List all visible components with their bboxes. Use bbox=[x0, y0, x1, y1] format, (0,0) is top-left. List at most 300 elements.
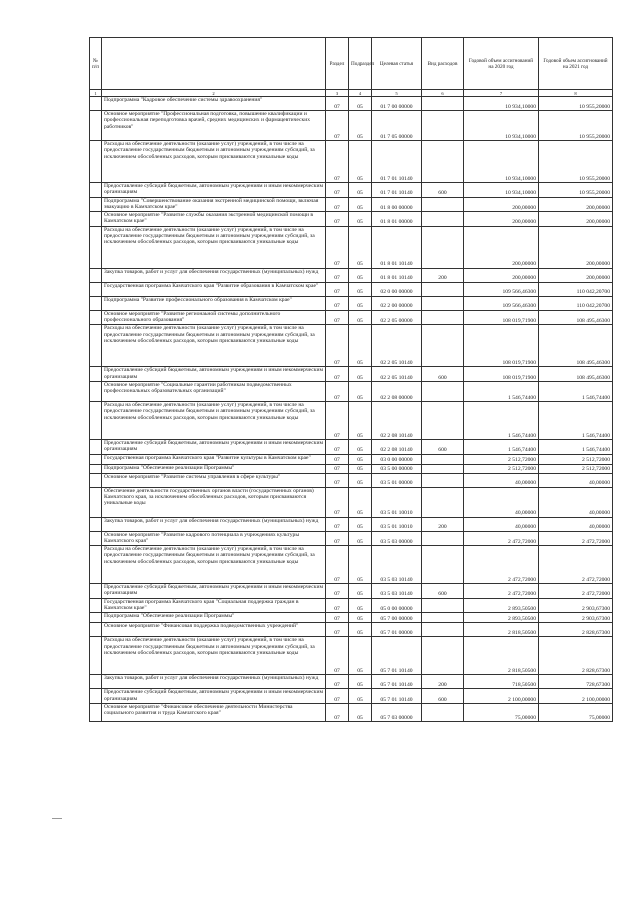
row-name-cell: Основное мероприятие "Финансовая поддержка подведомственных учреждений" bbox=[102, 623, 326, 637]
row-number-cell bbox=[90, 675, 102, 689]
row-article-cell: 01 7 01 10140 bbox=[372, 141, 422, 183]
row-podrazdel-cell: 05 bbox=[349, 212, 372, 227]
row-2021-cell: 200,00000 bbox=[539, 268, 613, 282]
row-razdel-cell: 07 bbox=[326, 381, 349, 401]
row-2021-cell: 1 546,74400 bbox=[539, 401, 613, 439]
row-2020-cell: 718,50500 bbox=[464, 675, 539, 689]
row-2021-cell: 108 495,46300 bbox=[539, 310, 613, 325]
row-name-cell: Предоставление субсидий бюджетным, автономным учреждениям и иным некоммерческим организациям bbox=[102, 689, 326, 704]
row-vid-cell: 600 bbox=[422, 584, 464, 599]
row-name-cell: Закупка товаров, работ и услуг для обеспечения государственных (муниципальных) нужд bbox=[102, 517, 326, 531]
row-article-cell: 01 8 00 00000 bbox=[372, 197, 422, 212]
row-razdel-cell: 07 bbox=[326, 325, 349, 367]
index-cell: 3 bbox=[326, 90, 349, 97]
row-podrazdel-cell: 05 bbox=[349, 517, 372, 531]
table-row bbox=[90, 439, 613, 454]
table-row bbox=[90, 367, 613, 382]
row-podrazdel-cell: 05 bbox=[349, 197, 372, 212]
row-article-cell: 01 8 01 10140 bbox=[372, 268, 422, 282]
index-row bbox=[90, 90, 613, 97]
row-vid-cell bbox=[422, 212, 464, 227]
row-2021-cell: 40,00000 bbox=[539, 473, 613, 487]
row-number-cell bbox=[90, 546, 102, 584]
row-name-cell: Подпрограмма "Обеспечение реализации Программы" bbox=[102, 464, 326, 473]
row-name-cell: Основное мероприятие "Социальные гарантии работникам подведомственных профессиональных образовательных организаций" bbox=[102, 381, 326, 401]
row-name-cell: Расходы на обеспечение деятельности (оказание услуг) учреждений, в том числе на предоставление государственным бюджетным и автономным учреждениям субсидий, за исключением обособленных расходов, которым присваиваются уникальные коды bbox=[102, 637, 326, 675]
row-article-cell: 01 7 00 00000 bbox=[372, 97, 422, 111]
row-name-cell: Государственная программа Камчатского края "Развитие образования в Камчатском крае" bbox=[102, 282, 326, 296]
row-number-cell bbox=[90, 487, 102, 517]
row-podrazdel-cell: 05 bbox=[349, 226, 372, 268]
row-podrazdel-cell: 05 bbox=[349, 487, 372, 517]
row-2020-cell: 2 472,72000 bbox=[464, 546, 539, 584]
table-row bbox=[90, 487, 613, 517]
row-article-cell: 05 7 01 10140 bbox=[372, 675, 422, 689]
index-cell: 4 bbox=[349, 90, 372, 97]
row-vid-cell: 600 bbox=[422, 439, 464, 454]
row-article-cell: 02 2 05 10140 bbox=[372, 325, 422, 367]
row-2020-cell: 2 893,50500 bbox=[464, 613, 539, 623]
row-vid-cell bbox=[422, 197, 464, 212]
table-row bbox=[90, 282, 613, 296]
row-name-cell: Основное мероприятие "Профессиональная подготовка, повышение квалификации и профессиональная переподготовка врачей, средних медицинских и фармацевтических работников" bbox=[102, 111, 326, 141]
row-number-cell bbox=[90, 689, 102, 704]
row-2020-cell: 2 893,50500 bbox=[464, 598, 539, 613]
row-podrazdel-cell: 05 bbox=[349, 367, 372, 382]
row-number-cell bbox=[90, 623, 102, 637]
row-article-cell: 01 7 01 10140 bbox=[372, 183, 422, 198]
row-article-cell: 02 2 08 10140 bbox=[372, 401, 422, 439]
row-2020-cell: 10 934,10000 bbox=[464, 183, 539, 198]
index-cell: 7 bbox=[464, 90, 539, 97]
row-razdel-cell: 07 bbox=[326, 473, 349, 487]
row-razdel-cell: 07 bbox=[326, 487, 349, 517]
table-row bbox=[90, 197, 613, 212]
row-article-cell: 05 7 01 10140 bbox=[372, 689, 422, 704]
table-row bbox=[90, 97, 613, 111]
row-number-cell bbox=[90, 703, 102, 721]
row-number-cell bbox=[90, 141, 102, 183]
header-number: № п/п bbox=[90, 38, 102, 90]
row-razdel-cell: 07 bbox=[326, 703, 349, 721]
table-row bbox=[90, 141, 613, 183]
row-razdel-cell: 07 bbox=[326, 464, 349, 473]
row-article-cell: 02 0 00 00000 bbox=[372, 282, 422, 296]
row-vid-cell: 600 bbox=[422, 183, 464, 198]
row-article-cell: 02 2 08 00000 bbox=[372, 381, 422, 401]
row-article-cell: 02 2 05 10140 bbox=[372, 367, 422, 382]
row-razdel-cell: 07 bbox=[326, 197, 349, 212]
row-number-cell bbox=[90, 613, 102, 623]
row-2020-cell: 1 546,74400 bbox=[464, 439, 539, 454]
table-row bbox=[90, 517, 613, 531]
row-vid-cell: 200 bbox=[422, 675, 464, 689]
row-article-cell: 02 2 00 00000 bbox=[372, 296, 422, 310]
table-row bbox=[90, 675, 613, 689]
header-vid: Вид расходов bbox=[422, 38, 464, 90]
row-vid-cell bbox=[422, 310, 464, 325]
row-name-cell: Государственная программа Камчатского края "Развитие культуры в Камчатском крае" bbox=[102, 454, 326, 464]
row-podrazdel-cell: 05 bbox=[349, 381, 372, 401]
row-2021-cell: 200,00000 bbox=[539, 226, 613, 268]
row-2021-cell: 2 472,72000 bbox=[539, 531, 613, 546]
row-article-cell: 05 7 01 10140 bbox=[372, 637, 422, 675]
row-2021-cell: 2 903,67300 bbox=[539, 613, 613, 623]
row-2020-cell: 10 934,10000 bbox=[464, 111, 539, 141]
row-number-cell bbox=[90, 598, 102, 613]
table-row bbox=[90, 183, 613, 198]
row-vid-cell bbox=[422, 546, 464, 584]
row-article-cell: 03 5 01 10010 bbox=[372, 487, 422, 517]
row-razdel-cell: 07 bbox=[326, 310, 349, 325]
row-2020-cell: 2 512,72000 bbox=[464, 464, 539, 473]
row-2021-cell: 2 472,72000 bbox=[539, 546, 613, 584]
row-razdel-cell: 07 bbox=[326, 454, 349, 464]
row-article-cell: 05 7 03 00000 bbox=[372, 703, 422, 721]
table-row bbox=[90, 212, 613, 227]
table-row bbox=[90, 268, 613, 282]
table-row bbox=[90, 584, 613, 599]
row-number-cell bbox=[90, 325, 102, 367]
table-row bbox=[90, 531, 613, 546]
row-2021-cell: 40,00000 bbox=[539, 517, 613, 531]
row-2020-cell: 108 019,71900 bbox=[464, 367, 539, 382]
row-article-cell: 03 5 03 10140 bbox=[372, 546, 422, 584]
row-name-cell: Расходы на обеспечение деятельности (оказание услуг) учреждений, в том числе на предоставление государственным бюджетным и автономным учреждениям субсидий, за исключением обособленных расходов, которым присваиваются уникальные коды bbox=[102, 226, 326, 268]
row-article-cell: 05 7 00 00000 bbox=[372, 613, 422, 623]
row-number-cell bbox=[90, 226, 102, 268]
budget-table bbox=[89, 37, 613, 722]
header-row bbox=[90, 38, 613, 90]
row-2020-cell: 2 818,50500 bbox=[464, 637, 539, 675]
row-article-cell: 03 5 03 00000 bbox=[372, 531, 422, 546]
table-row bbox=[90, 689, 613, 704]
row-podrazdel-cell: 05 bbox=[349, 675, 372, 689]
row-podrazdel-cell: 05 bbox=[349, 598, 372, 613]
margin-mark bbox=[52, 818, 62, 819]
row-2020-cell: 10 934,10000 bbox=[464, 97, 539, 111]
row-vid-cell bbox=[422, 97, 464, 111]
row-article-cell: 02 2 08 10140 bbox=[372, 439, 422, 454]
row-razdel-cell: 07 bbox=[326, 584, 349, 599]
row-number-cell bbox=[90, 473, 102, 487]
row-vid-cell bbox=[422, 141, 464, 183]
row-2021-cell: 200,00000 bbox=[539, 212, 613, 227]
row-vid-cell bbox=[422, 401, 464, 439]
row-vid-cell: 600 bbox=[422, 689, 464, 704]
row-vid-cell bbox=[422, 381, 464, 401]
row-vid-cell bbox=[422, 637, 464, 675]
row-number-cell bbox=[90, 282, 102, 296]
row-number-cell bbox=[90, 439, 102, 454]
row-name-cell: Основное мероприятие "Развитие службы оказания экстренной медицинской помощи в Камчатском крае" bbox=[102, 212, 326, 227]
budget-table-sheet bbox=[89, 37, 612, 722]
row-razdel-cell: 07 bbox=[326, 282, 349, 296]
row-2020-cell: 2 100,00000 bbox=[464, 689, 539, 704]
row-number-cell bbox=[90, 111, 102, 141]
row-2020-cell: 109 566,46300 bbox=[464, 282, 539, 296]
table-row bbox=[90, 226, 613, 268]
row-2021-cell: 2 512,72000 bbox=[539, 464, 613, 473]
index-cell: 8 bbox=[539, 90, 613, 97]
row-razdel-cell: 07 bbox=[326, 439, 349, 454]
row-vid-cell: 200 bbox=[422, 517, 464, 531]
row-name-cell: Основное мероприятие "Финансовое обеспечение деятельности Министерства социального развития и труда Камчатского края" bbox=[102, 703, 326, 721]
row-2021-cell: 2 512,72000 bbox=[539, 454, 613, 464]
row-podrazdel-cell: 05 bbox=[349, 623, 372, 637]
row-2020-cell: 200,00000 bbox=[464, 226, 539, 268]
row-2021-cell: 2 828,67300 bbox=[539, 637, 613, 675]
row-razdel-cell: 07 bbox=[326, 401, 349, 439]
row-razdel-cell: 07 bbox=[326, 613, 349, 623]
row-article-cell: 03 5 01 10010 bbox=[372, 517, 422, 531]
row-number-cell bbox=[90, 381, 102, 401]
row-2020-cell: 109 566,46300 bbox=[464, 296, 539, 310]
row-2020-cell: 2 472,72000 bbox=[464, 584, 539, 599]
row-razdel-cell: 07 bbox=[326, 212, 349, 227]
row-podrazdel-cell: 05 bbox=[349, 464, 372, 473]
row-razdel-cell: 07 bbox=[326, 141, 349, 183]
row-2020-cell: 2 472,72000 bbox=[464, 531, 539, 546]
row-podrazdel-cell: 05 bbox=[349, 546, 372, 584]
row-vid-cell bbox=[422, 296, 464, 310]
row-podrazdel-cell: 05 bbox=[349, 637, 372, 675]
row-podrazdel-cell: 05 bbox=[349, 473, 372, 487]
row-2021-cell: 108 495,46300 bbox=[539, 367, 613, 382]
row-podrazdel-cell: 05 bbox=[349, 439, 372, 454]
row-razdel-cell: 07 bbox=[326, 689, 349, 704]
index-cell: 6 bbox=[422, 90, 464, 97]
row-number-cell bbox=[90, 183, 102, 198]
row-number-cell bbox=[90, 212, 102, 227]
row-2021-cell: 2 100,00000 bbox=[539, 689, 613, 704]
row-name-cell: Предоставление субсидий бюджетным, автономным учреждениям и иным некоммерческим организациям bbox=[102, 183, 326, 198]
row-2020-cell: 200,00000 bbox=[464, 268, 539, 282]
row-podrazdel-cell: 05 bbox=[349, 183, 372, 198]
header-2021: Годовой объем ассигнований на 2021 год bbox=[539, 38, 613, 90]
row-article-cell: 03 5 01 00000 bbox=[372, 473, 422, 487]
row-2020-cell: 75,00000 bbox=[464, 703, 539, 721]
row-2021-cell: 75,00000 bbox=[539, 703, 613, 721]
header-razdel: Раздел bbox=[326, 38, 349, 90]
row-podrazdel-cell: 05 bbox=[349, 111, 372, 141]
row-vid-cell: 600 bbox=[422, 367, 464, 382]
row-podrazdel-cell: 05 bbox=[349, 703, 372, 721]
row-2021-cell: 10 955,20000 bbox=[539, 183, 613, 198]
row-2020-cell: 2 512,72000 bbox=[464, 454, 539, 464]
row-name-cell: Предоставление субсидий бюджетным, автономным учреждениям и иным некоммерческим организациям bbox=[102, 367, 326, 382]
row-number-cell bbox=[90, 584, 102, 599]
row-2020-cell: 108 019,71900 bbox=[464, 310, 539, 325]
row-2020-cell: 40,00000 bbox=[464, 487, 539, 517]
row-vid-cell bbox=[422, 325, 464, 367]
row-vid-cell bbox=[422, 703, 464, 721]
row-podrazdel-cell: 05 bbox=[349, 310, 372, 325]
row-razdel-cell: 07 bbox=[326, 296, 349, 310]
row-vid-cell bbox=[422, 623, 464, 637]
row-name-cell: Предоставление субсидий бюджетным, автономным учреждениям и иным некоммерческим организациям bbox=[102, 584, 326, 599]
row-2020-cell: 10 934,10000 bbox=[464, 141, 539, 183]
row-2021-cell: 110 042,20700 bbox=[539, 296, 613, 310]
row-number-cell bbox=[90, 454, 102, 464]
row-name-cell: Закупка товаров, работ и услуг для обеспечения государственных (муниципальных) нужд bbox=[102, 675, 326, 689]
row-article-cell: 03 5 03 10140 bbox=[372, 584, 422, 599]
row-name-cell: Государственная программа Камчатского края "Социальная поддержка граждан в Камчатском крае" bbox=[102, 598, 326, 613]
table-row bbox=[90, 546, 613, 584]
row-razdel-cell: 07 bbox=[326, 268, 349, 282]
row-podrazdel-cell: 05 bbox=[349, 689, 372, 704]
row-article-cell: 01 8 01 00000 bbox=[372, 212, 422, 227]
table-row bbox=[90, 296, 613, 310]
row-name-cell: Расходы на обеспечение деятельности (оказание услуг) учреждений, в том числе на предоставление государственным бюджетным и автономным учреждениям субсидий, за исключением обособленных расходов, которым присваиваются уникальные коды bbox=[102, 546, 326, 584]
index-cell: 1 bbox=[90, 90, 102, 97]
row-2020-cell: 1 546,74400 bbox=[464, 381, 539, 401]
row-name-cell: Обеспечение деятельности государственных органов власти (государственных органов) Камчатского края, за исключением обособленных расходов, которым присваиваются уникальные коды bbox=[102, 487, 326, 517]
row-razdel-cell: 07 bbox=[326, 531, 349, 546]
row-2020-cell: 200,00000 bbox=[464, 197, 539, 212]
row-vid-cell: 200 bbox=[422, 268, 464, 282]
row-razdel-cell: 07 bbox=[326, 226, 349, 268]
row-podrazdel-cell: 05 bbox=[349, 325, 372, 367]
table-row bbox=[90, 473, 613, 487]
row-name-cell: Закупка товаров, работ и услуг для обеспечения государственных (муниципальных) нужд bbox=[102, 268, 326, 282]
row-article-cell: 02 2 05 00000 bbox=[372, 310, 422, 325]
row-razdel-cell: 07 bbox=[326, 546, 349, 584]
row-razdel-cell: 07 bbox=[326, 111, 349, 141]
row-number-cell bbox=[90, 464, 102, 473]
row-podrazdel-cell: 05 bbox=[349, 282, 372, 296]
row-number-cell bbox=[90, 367, 102, 382]
row-podrazdel-cell: 05 bbox=[349, 584, 372, 599]
row-podrazdel-cell: 05 bbox=[349, 613, 372, 623]
row-article-cell: 03 0 00 00000 bbox=[372, 454, 422, 464]
table-row bbox=[90, 310, 613, 325]
row-article-cell: 03 5 00 00000 bbox=[372, 464, 422, 473]
table-row bbox=[90, 703, 613, 721]
row-article-cell: 05 0 00 00000 bbox=[372, 598, 422, 613]
row-2021-cell: 2 903,67300 bbox=[539, 598, 613, 613]
row-article-cell: 05 7 01 00000 bbox=[372, 623, 422, 637]
row-2021-cell: 200,00000 bbox=[539, 197, 613, 212]
row-2021-cell: 1 546,74400 bbox=[539, 381, 613, 401]
row-podrazdel-cell: 05 bbox=[349, 296, 372, 310]
row-2020-cell: 1 546,74400 bbox=[464, 401, 539, 439]
row-podrazdel-cell: 05 bbox=[349, 401, 372, 439]
row-2021-cell: 728,67300 bbox=[539, 675, 613, 689]
table-row bbox=[90, 454, 613, 464]
row-number-cell bbox=[90, 197, 102, 212]
row-podrazdel-cell: 05 bbox=[349, 268, 372, 282]
row-number-cell bbox=[90, 268, 102, 282]
row-podrazdel-cell: 05 bbox=[349, 531, 372, 546]
row-name-cell: Основное мероприятие "Развитие регионаьной системы дополнительного профессионального образования" bbox=[102, 310, 326, 325]
table-row bbox=[90, 598, 613, 613]
table-row bbox=[90, 623, 613, 637]
row-vid-cell bbox=[422, 282, 464, 296]
row-number-cell bbox=[90, 517, 102, 531]
row-2020-cell: 40,00000 bbox=[464, 517, 539, 531]
table-row bbox=[90, 381, 613, 401]
row-article-cell: 01 8 01 10140 bbox=[372, 226, 422, 268]
row-2021-cell: 2 472,72000 bbox=[539, 584, 613, 599]
row-razdel-cell: 07 bbox=[326, 675, 349, 689]
row-number-cell bbox=[90, 401, 102, 439]
row-2021-cell: 110 042,20700 bbox=[539, 282, 613, 296]
row-name-cell: Расходы на обеспечение деятельности (оказание услуг) учреждений, в том числе на предоставление государственным бюджетным и автономным учреждениям субсидий, за исключением обособленных расходов, которым присваиваются уникальные коды bbox=[102, 401, 326, 439]
row-2021-cell: 10 955,20000 bbox=[539, 141, 613, 183]
row-vid-cell bbox=[422, 226, 464, 268]
row-razdel-cell: 07 bbox=[326, 598, 349, 613]
row-razdel-cell: 07 bbox=[326, 517, 349, 531]
index-cell: 5 bbox=[372, 90, 422, 97]
row-2021-cell: 10 955,20000 bbox=[539, 97, 613, 111]
row-razdel-cell: 07 bbox=[326, 623, 349, 637]
row-name-cell: Подпрограмма "Кадровое обеспечение системы здравоохранения" bbox=[102, 97, 326, 111]
header-article: Целевая статья bbox=[372, 38, 422, 90]
header-2020: Годовой объем ассигнований на 2020 год bbox=[464, 38, 539, 90]
table-row bbox=[90, 401, 613, 439]
row-vid-cell bbox=[422, 473, 464, 487]
table-row bbox=[90, 111, 613, 141]
table-row bbox=[90, 464, 613, 473]
row-2020-cell: 2 818,50500 bbox=[464, 623, 539, 637]
row-razdel-cell: 07 bbox=[326, 97, 349, 111]
row-name-cell: Предоставление субсидий бюджетным, автономным учреждениям и иным некоммерческим организациям bbox=[102, 439, 326, 454]
row-number-cell bbox=[90, 97, 102, 111]
row-article-cell: 01 7 05 00000 bbox=[372, 111, 422, 141]
row-number-cell bbox=[90, 296, 102, 310]
row-2020-cell: 108 019,71900 bbox=[464, 325, 539, 367]
row-vid-cell bbox=[422, 613, 464, 623]
row-2020-cell: 200,00000 bbox=[464, 212, 539, 227]
row-name-cell: Подпрограмма "Обеспечение реализации Программы" bbox=[102, 613, 326, 623]
row-name-cell: Расходы на обеспечение деятельности (оказание услуг) учреждений, в том числе на предоставление государственным бюджетным и автономным учреждениям субсидий, за исключением обособленных расходов, которым присваиваются уникальные коды bbox=[102, 325, 326, 367]
row-name-cell: Расходы на обеспечение деятельности (оказание услуг) учреждений, в том числе на предоставление государственным бюджетным и автономным учреждениям субсидий, за исключением обособленных расходов, которым присваиваются уникальные коды bbox=[102, 141, 326, 183]
row-number-cell bbox=[90, 310, 102, 325]
row-2021-cell: 108 495,46300 bbox=[539, 325, 613, 367]
row-vid-cell bbox=[422, 464, 464, 473]
row-razdel-cell: 07 bbox=[326, 183, 349, 198]
row-podrazdel-cell: 05 bbox=[349, 97, 372, 111]
row-number-cell bbox=[90, 637, 102, 675]
row-2021-cell: 2 828,67300 bbox=[539, 623, 613, 637]
row-vid-cell bbox=[422, 111, 464, 141]
row-name-cell: Основное мероприятие "Развитие кадрового потенциала в учреждениях культуры Камчатского края" bbox=[102, 531, 326, 546]
row-podrazdel-cell: 05 bbox=[349, 454, 372, 464]
table-row bbox=[90, 613, 613, 623]
row-razdel-cell: 07 bbox=[326, 367, 349, 382]
header-name bbox=[102, 38, 326, 90]
row-2021-cell: 1 546,74400 bbox=[539, 439, 613, 454]
row-name-cell: Подпрограмма "Развитие профессионального образования в Камчатском крае" bbox=[102, 296, 326, 310]
row-razdel-cell: 07 bbox=[326, 637, 349, 675]
row-vid-cell bbox=[422, 454, 464, 464]
index-cell: 2 bbox=[102, 90, 326, 97]
row-2021-cell: 40,00000 bbox=[539, 487, 613, 517]
row-name-cell: Подпрограмма "Совершенствование оказания экстренной медицинской помощи, включая эвакуацию в Камчатском крае" bbox=[102, 197, 326, 212]
row-2020-cell: 40,00000 bbox=[464, 473, 539, 487]
row-podrazdel-cell: 05 bbox=[349, 141, 372, 183]
row-vid-cell bbox=[422, 531, 464, 546]
header-podrazdel: Подраздел bbox=[349, 38, 372, 90]
table-row bbox=[90, 637, 613, 675]
row-vid-cell bbox=[422, 487, 464, 517]
row-name-cell: Основное мероприятие "Развитие системы управления в сфере культуры" bbox=[102, 473, 326, 487]
row-vid-cell bbox=[422, 598, 464, 613]
table-row bbox=[90, 325, 613, 367]
row-number-cell bbox=[90, 531, 102, 546]
row-2021-cell: 10 955,20000 bbox=[539, 111, 613, 141]
